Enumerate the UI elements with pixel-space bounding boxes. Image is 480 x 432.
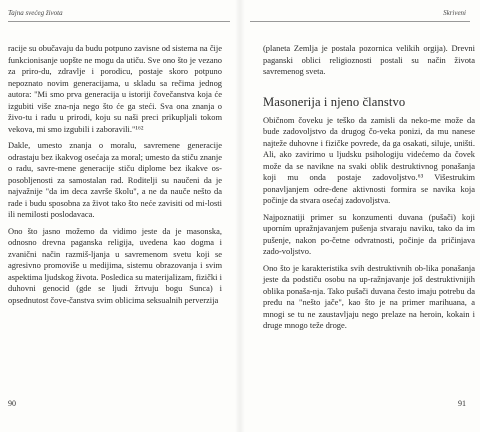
text-line: prelaze na heroin, kokain i druge mnogo teže — [263, 308, 475, 331]
text-line: naučeni da je najvažnije "da im deca završe — [8, 174, 223, 197]
right-page-number: 91 — [458, 399, 466, 408]
section-heading: Masonerija i njeno članstvo — [263, 94, 406, 109]
text-line: destruktivnog ponašanja koji mu onda postaje — [263, 160, 476, 183]
right-body-text — [263, 43, 475, 337]
text-line: sposobna za život tako što neće zavisiti od mi- — [48, 197, 208, 208]
text-line: losti ili nemilosti poslodavaca. — [8, 197, 222, 220]
text-line: me može da bude zadovoljstvo da drugog čo- — [263, 114, 475, 137]
right-header-rule — [250, 21, 470, 22]
text-line: da čovek može da se navikne na svaki oblik — [263, 149, 475, 171]
paragraph — [263, 115, 475, 207]
text-line: četne odvratnosti, počinje da pričinjava zado- — [263, 234, 475, 257]
text-line: moral; umesto da stiču znanje o radu, savre- — [8, 151, 222, 174]
text-line: tokom vekova, mi smo izgubili i zaboravili."¹⁶² — [8, 112, 223, 134]
text-line: droge. — [325, 320, 347, 331]
text-line: tu i radu u prirodi, koju su naši preci prikupljali — [25, 112, 198, 123]
text-line: školu", a ne da nauče nešto da rade i budu — [8, 186, 222, 208]
text-line: zadovoljstvo.⁶³ Višestrukim ponavljanjem odre- — [263, 172, 475, 194]
text-line: marihuana, a mnogi se tu ne zaustavljaju nego — [263, 297, 476, 319]
text-line: uvedena kao dogma i zvanični način razmiš- — [8, 237, 223, 259]
paragraph — [263, 263, 475, 332]
right-page — [240, 0, 480, 432]
text-line: nja nego što će ga steći. Sva ona znanja o živo- — [8, 100, 222, 123]
left-header-rule — [8, 21, 230, 22]
text-line: đene aktivnosti formira se navika koja počinje — [263, 183, 475, 206]
text-line: generacije odrastaju bez ikakvog osećaja za — [8, 140, 223, 162]
text-line: mene generacije stiču diplome bez ikakve os- — [57, 163, 222, 174]
text-line: Običnom čoveku je teško da zamisli da neko- — [263, 114, 431, 125]
text-line: ako zavirimo u ljudsku psihologiju videćemo — [279, 149, 440, 160]
text-line: masonska, odnosno drevna paganska religija, — [8, 225, 222, 248]
text-line: nja. Tako pušači duvana često imaju potrebu da — [312, 285, 475, 296]
text-line: nepoznato novim generacijama, u skladu sa — [8, 77, 168, 88]
text-line: u istoriji čovečanstva koja će izgubiti više zna- — [8, 89, 223, 111]
text-line: du, zdravlje i porodicu, postaje skoro potpuno — [41, 66, 222, 77]
text-line: Dakle, umesto znanja o moralu, savremene — [8, 140, 180, 151]
text-line: promoviše u medijima, sistemu obrazovanja i — [43, 260, 203, 271]
text-line: fizičke povrede, da ga osakati, siluje, uništi. Ali, — [263, 137, 475, 160]
left-page-number: 90 — [8, 399, 16, 408]
paragraph — [8, 140, 222, 221]
text-line: ljanja u savremenom svetu koji se agresivno — [8, 248, 222, 271]
text-line: (pušači) koji uporním upražnjavanjem pušenja — [263, 211, 475, 234]
right-running-head: Skriveni — [443, 9, 466, 17]
text-line: materijalizam, fizički i duhovni genocid (gde se — [8, 271, 223, 294]
paragraph — [8, 226, 222, 307]
paragraph — [8, 43, 222, 135]
text-line: stvaraju naviku, tako da im pušenje, nakon po- — [263, 223, 475, 245]
text-line: Ono što je karakteristika svih destruktivnih ob- — [263, 262, 426, 273]
text-line: rečima jednog autora: "Mi smo prva generacija — [8, 77, 223, 100]
text-line: veka ponizi, da mu nanese najteže duhovne i — [263, 126, 475, 148]
left-body-text — [8, 43, 222, 311]
text-line: Ono što jasno možemo da vidimo jeste da je — [8, 225, 182, 236]
text-line: orgija). Drevni paganski oblici religioznosti — [263, 43, 475, 65]
text-line: (planeta Zemlja je postala pozornica velikih — [263, 43, 420, 53]
paragraph — [263, 212, 475, 258]
text-line: pređu na "nešto jače", kao što je na primer — [263, 297, 425, 308]
right-intro-paragraph — [263, 43, 475, 78]
text-line: od sistema na čije funkcionisanje uopšte ne — [8, 43, 222, 65]
text-line: postali su način života savremenog sveta. — [263, 54, 476, 77]
text-line: lika ponašanja jeste da podstiču osobu na up- — [263, 262, 476, 285]
text-line: svim aspektima ljudskog života. Posledica su — [8, 260, 223, 282]
text-line: racije su obučavaju da budu potpuno zavisne — [8, 43, 160, 53]
text-line: ražnjavanje još destruktivnijih oblika ponaša- — [263, 274, 475, 296]
left-running-head: Tajna svećeg života — [8, 9, 63, 17]
text-line: voljstvo. — [281, 246, 312, 257]
text-line: čanstva svim oblicima seksualnih perverzija — [69, 294, 219, 305]
text-line: posobljenosti za samostalan rad. Roditelji su — [8, 174, 170, 185]
text-line: da stvara osećaj zadovoljstva. — [289, 195, 391, 206]
text-line: Najpoznatiji primer su konzumenti duvana — [263, 211, 423, 222]
text-line: mogu da utiču. Sve ono što je vezano za priro- — [8, 54, 223, 77]
right-paragraphs — [263, 115, 475, 332]
text-line: ljudi žrtvuju bogu Sunca) i opsednutost čove- — [8, 283, 222, 305]
